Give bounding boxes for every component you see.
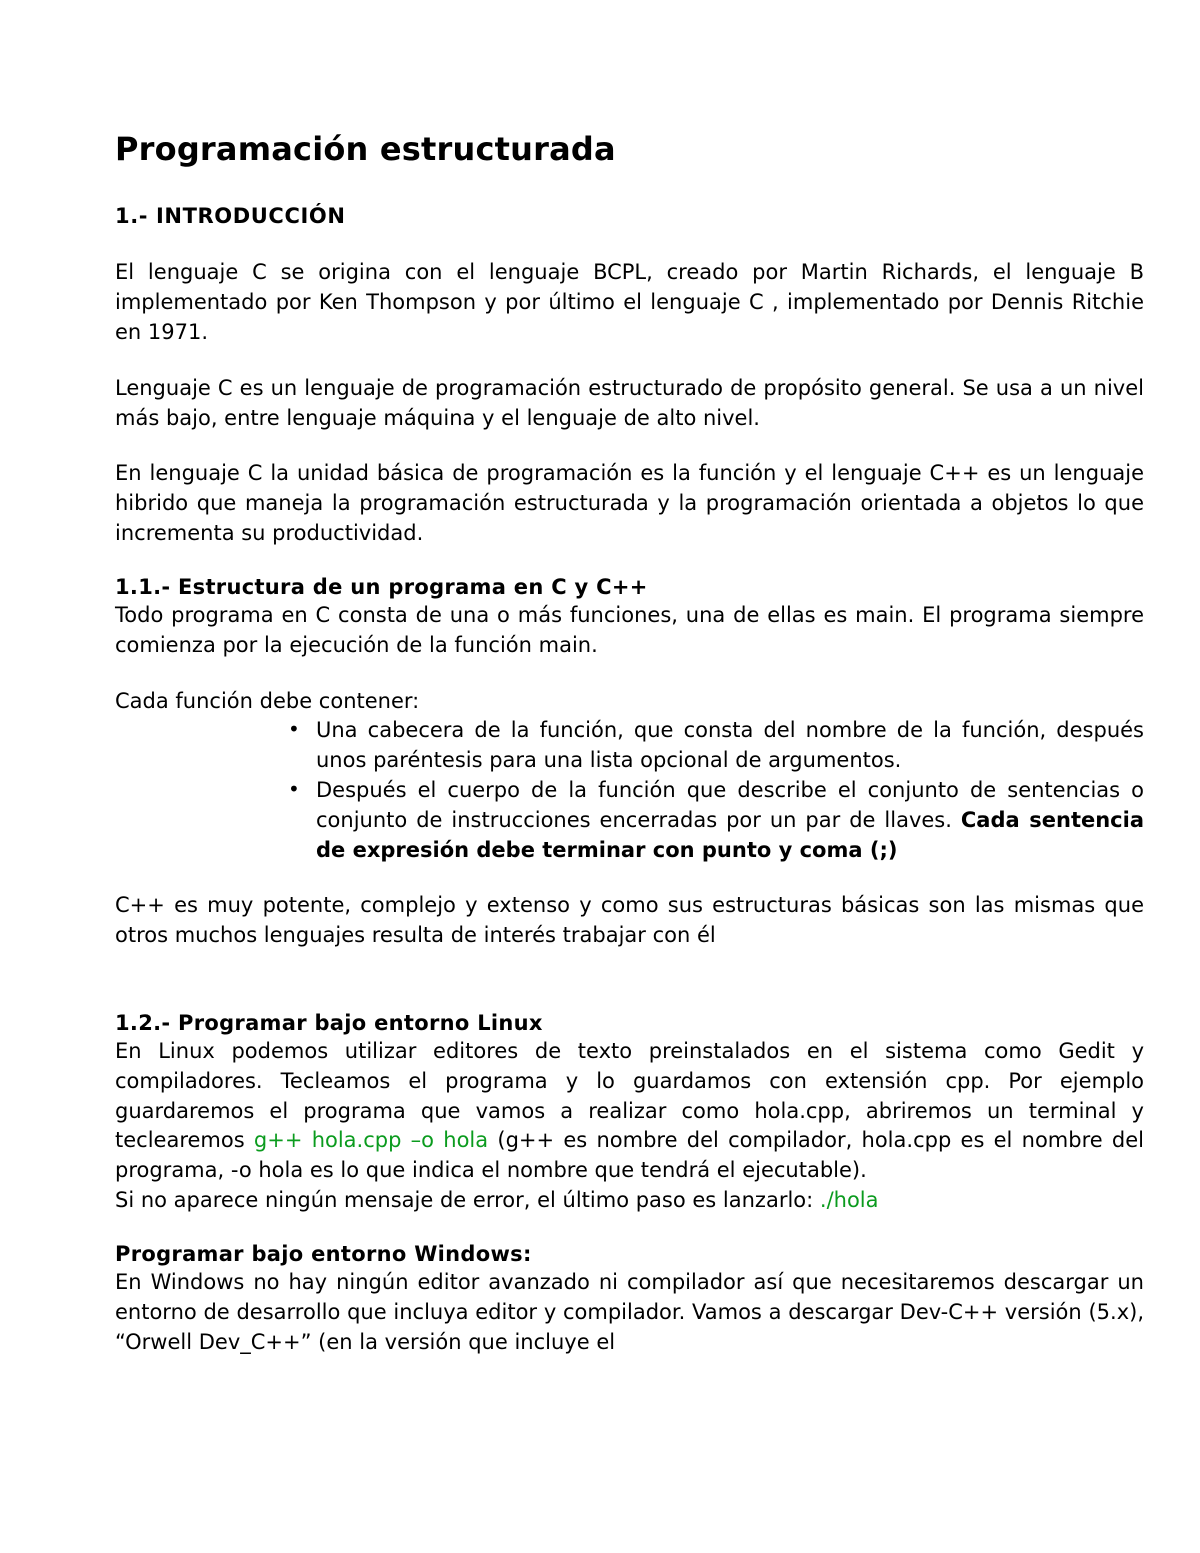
paragraph-unidad-basica-funcion: En lenguaje C la unidad básica de programación es la función y el lenguaje C++ es un lenguaje hibrido que maneja la programación estructurada y la programación orientada a objetos lo que incrementa su productividad.	[115, 461, 1144, 546]
paragraph-linux-lanzar	[115, 1186, 1144, 1216]
paragraph-cpp-potente: C++ es muy potente, complejo y extenso y como sus estructuras básicas son las mismas que otros muchos lenguajes resulta de interés trabajar con él	[115, 893, 1144, 948]
section-heading-entorno-linux: 1.2.- Programar bajo entorno Linux	[115, 1011, 543, 1036]
paragraph-origen-lenguaje-c: El lenguaje C se origina con el lenguaje BCPL, creado por Martin Richards, el lenguaje B implementado por Ken Thompson y por último el lenguaje C , implementado por Dennis Ritchie en 1971.	[115, 260, 1144, 345]
linux-run-command: ./hola	[819, 1188, 879, 1213]
linux-text-part-1: En Linux podemos utilizar editores de texto preinstalados en el sistema como Gedit y compiladores. Tecleamos el programa y lo guardamos con extensión cpp. Por ejemplo guardaremos el programa que vamos a realizar como hola.cpp, abriremos un terminal y teclearemos	[115, 1039, 1144, 1153]
paragraph-lenguaje-c-proposito: Lenguaje C es un lenguaje de programación estructurado de propósito general. Se usa a un nivel más bajo, entre lenguaje máquina y el lenguaje de alto nivel.	[115, 375, 1144, 430]
linux-compile-command: g++ hola.cpp –o hola	[253, 1128, 489, 1153]
bullet-text-cuerpo-bold: Cada sentencia de expresión debe terminar con punto y coma (;)	[316, 807, 1144, 862]
paragraph-linux-instrucciones	[115, 1037, 1144, 1186]
paragraph-todo-programa-main: Todo programa en C consta de una o más funciones, una de ellas es main. El programa siempre comienza por la ejecución de la función main.	[115, 602, 1144, 657]
paragraph-windows-instrucciones: En Windows no hay ningún editor avanzado ni compilador así que necesitaremos descargar un entorno de desarrollo que incluya editor y compilador. Vamos a descargar Dev-C++ versión (5.x), “Orwell Dev_C++” (en la versión que incluye el	[115, 1269, 1144, 1354]
linux-text-part-2: (g++ es nombre del compilador, hola.cpp es el nombre del programa, -o hola es lo que indica el nombre que tendrá el ejecutable).	[115, 1128, 1144, 1183]
section-spacer	[115, 977, 1144, 1011]
section-heading-entorno-windows: Programar bajo entorno Windows:	[115, 1241, 532, 1266]
section-heading-estructura-programa: 1.1.- Estructura de un programa en C y C++	[115, 574, 648, 599]
bullet-list-funcion-partes	[115, 716, 1144, 865]
bullet-text-cabecera: Una cabecera de la función, que consta del nombre de la función, después unos paréntesis para una lista opcional de argumentos.	[316, 718, 1144, 773]
page-title: Programación estructurada	[115, 130, 616, 168]
bullet-text-cuerpo: Después el cuerpo de la función que describe el conjunto de sentencias o conjunto de instrucciones encerradas por un par de llaves.	[316, 777, 1144, 832]
paragraph-cada-funcion-contener: Cada función debe contener:	[115, 688, 420, 713]
section-heading-introduccion: 1.- INTRODUCCIÓN	[115, 204, 346, 229]
list-item	[280, 716, 1144, 776]
linux-text-part-3: Si no aparece ningún mensaje de error, el último paso es lanzarlo:	[115, 1188, 820, 1213]
list-item	[280, 776, 1144, 865]
